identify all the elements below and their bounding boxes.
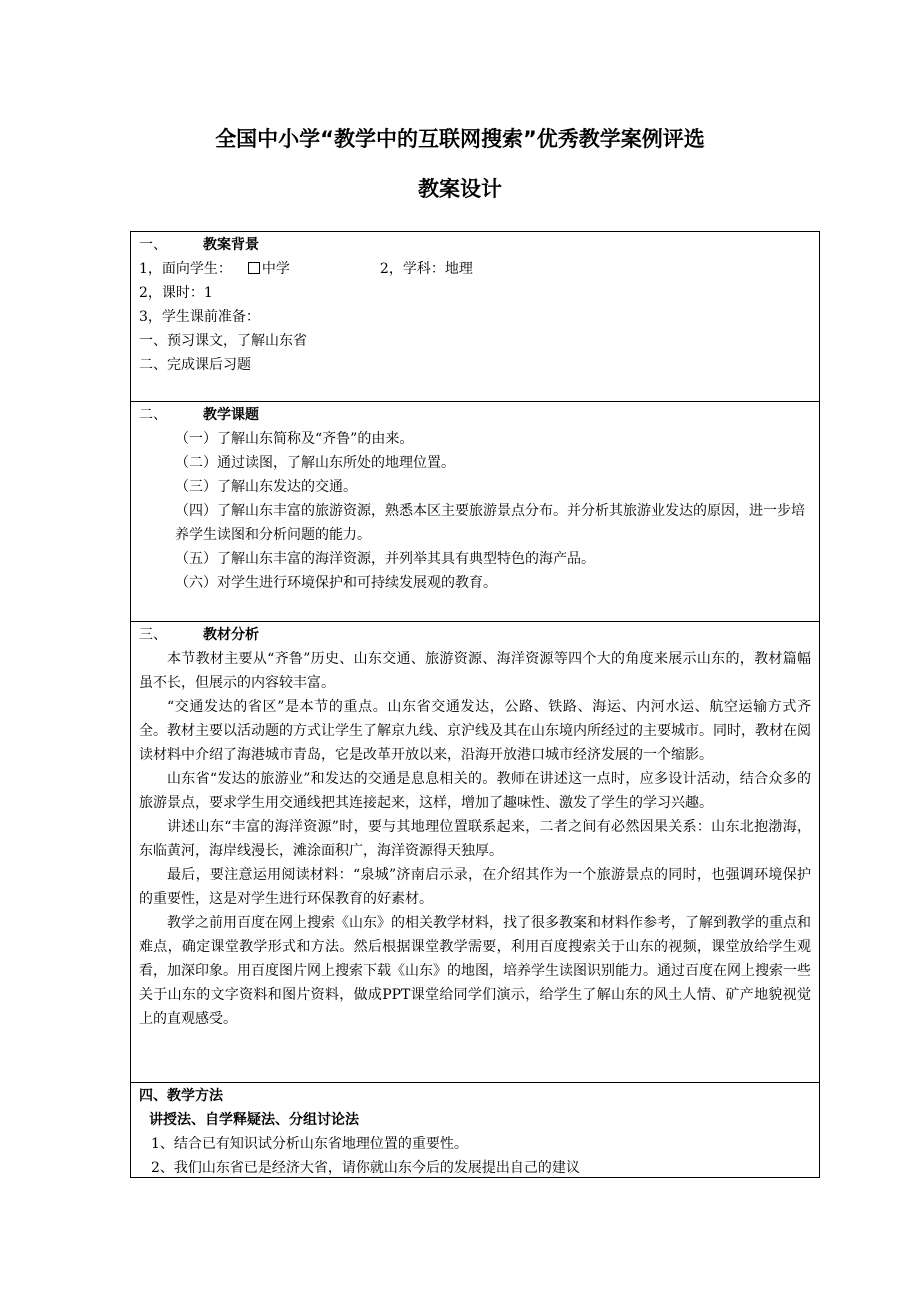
audience-row <box>139 257 811 281</box>
section-title: 教案背景 <box>203 237 259 253</box>
analysis-paragraph: 本节教材主要从“齐鲁”历史、山东交通、旅游资源、海洋资源等四个大的角度来展示山东的，教材篇幅虽不长，但展示的内容较丰富。 <box>139 651 811 691</box>
section-analysis <box>131 622 819 1083</box>
topic-item: （六）对学生进行环境保护和可持续发展观的教育。 <box>175 575 497 591</box>
audience-label: 1，面向学生： <box>139 261 232 277</box>
section-topics <box>131 402 819 622</box>
analysis-paragraph: 教学之前用百度在网上搜索《山东》的相关教学材料，找了很多教案和材料作参考，了解到教学的重点和难点，确定课堂教学形式和方法。然后根据课堂教学需要，利用百度搜索关于山东的视频，课堂放给学生观看，加深印象。用百度图片网上搜索下载《山东》的地图，培养学生读图识别能力。通过百度在网上搜索一些关于山东的文字资料和图片资料，做成PPT课堂给同学们演示，给学生了解山东的风土人情、矿产地貌视觉上的直观感受。 <box>139 915 811 1027</box>
analysis-paragraph: 讲述山东“丰富的海洋资源”时，要与其地理位置联系起来，二者之间有必然因果关系：山东北抱渤海，东临黄河，海岸线漫长，滩涂面积广，海洋资源得天独厚。 <box>139 819 811 859</box>
section-methods <box>131 1083 819 1177</box>
method-item-1: 1、结合已有知识试分析山东省地理位置的重要性。 <box>151 1136 468 1152</box>
document-title: 全国中小学“教学中的互联网搜索”优秀教学案例评选 <box>215 127 705 151</box>
section-number: 二、 <box>139 407 167 423</box>
section-title: 教材分析 <box>203 627 259 643</box>
section-number: 一、 <box>139 237 167 253</box>
topic-item: （二）通过读图，了解山东所处的地理位置。 <box>175 455 455 471</box>
method-item-2: 2、我们山东省已是经济大省，请你就山东今后的发展提出自己的建议 <box>151 1160 580 1176</box>
subject-text: 2，学科：地理 <box>379 261 473 277</box>
section-title: 教学课题 <box>203 407 259 423</box>
topic-item: （一）了解山东简称及“齐鲁”的由来。 <box>175 431 414 447</box>
document-subtitle: 教案设计 <box>418 177 502 201</box>
checkbox[interactable] <box>248 262 260 274</box>
analysis-paragraph: “交通发达的省区”是本节的重点。山东省交通发达，公路、铁路、海运、内河水运、航空运输方式齐全。教材主要以活动题的方式让学生了解京九线、京沪线及其在山东境内所经过的主要城市。同时，教材在阅读材料中介绍了海港城市青岛，它是改革开放以来，沿海开放港口城市经济发展的一个缩影。 <box>139 699 811 763</box>
prep-item-1: 一、预习课文，了解山东省 <box>139 333 307 349</box>
topic-item: （五）了解山东丰富的海洋资源，并列举其具有典型特色的海产品。 <box>175 551 595 567</box>
section-title: 四、教学方法 <box>139 1088 223 1104</box>
hours-text: 2，课时：1 <box>139 285 213 301</box>
prep-item-2: 二、完成课后习题 <box>139 357 251 373</box>
section-heading <box>139 403 811 427</box>
section-background <box>131 232 819 402</box>
methods-list: 讲授法、自学释疑法、分组讨论法 <box>149 1112 359 1128</box>
prep-label: 3，学生课前准备： <box>139 309 260 325</box>
section-heading <box>139 233 811 257</box>
audience-value: 中学 <box>261 261 290 277</box>
section-number: 三、 <box>139 627 167 643</box>
analysis-paragraph: 山东省“发达的旅游业”和发达的交通是息息相关的。教师在讲述这一点时，应多设计活动，结合众多的旅游景点，要求学生用交通线把其连接起来，这样，增加了趣味性、激发了学生的学习兴趣。 <box>139 771 811 811</box>
analysis-paragraph: 最后，要注意运用阅读材料：“泉城”济南启示录，在介绍其作为一个旅游景点的同时，也强调环境保护的重要性，这是对学生进行环保教育的好素材。 <box>139 867 811 907</box>
lesson-plan-table <box>130 231 820 1178</box>
topic-item: （三）了解山东发达的交通。 <box>175 479 357 495</box>
section-heading <box>139 623 811 647</box>
topic-item: （四）了解山东丰富的旅游资源，熟悉本区主要旅游景点分布。并分析其旅游业发达的原因，进一步培养学生读图和分析问题的能力。 <box>175 503 805 543</box>
